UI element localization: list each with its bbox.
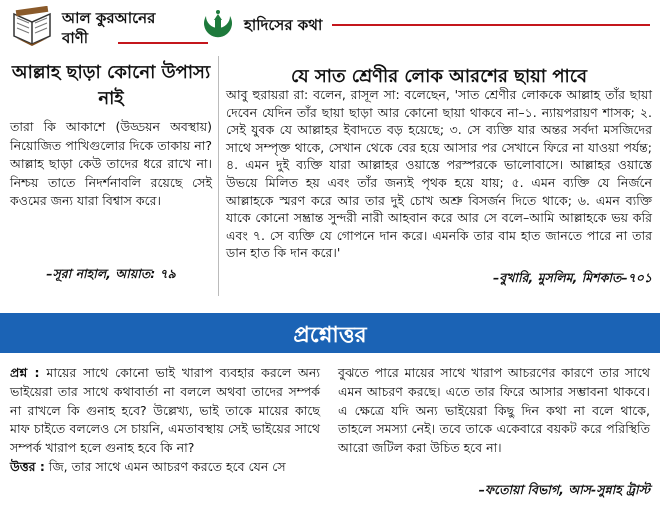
answer-text-part2: বুঝতে পারে মায়ের সাথে খারাপ আচরণের কারণে তার সাথে এমন আচরণ করছে। এতে তার ফিরে আসার সম্ভাবনা থাকবে। এ ক্ষেত্রে যদি অন্য ভাইয়েরা কিছু দিন কথা না বলে থাকে, তাহলে সমস্যা নেই। তবে তাকে একেবারে বয়কট করে পরিস্থিতি আরো জটিল করা উচিত হবে না। <box>338 365 650 456</box>
hadith-section-heading: হাদিসের কথা <box>244 16 323 34</box>
quran-heading-rule <box>118 42 208 44</box>
quran-book-icon <box>10 6 54 46</box>
qa-banner-title: প্রশ্নোত্তর <box>293 323 367 348</box>
answer-text-part1: জি, তার সাথে এমন আচরণ করতে হবে যেন সে <box>48 458 286 474</box>
hadith-heading-rule <box>332 24 650 26</box>
qa-source: –ফতোয়া বিভাগ, আস-সুন্নাহ ট্রাস্ট <box>478 482 650 497</box>
hadith-title: যে সাত শ্রেণীর লোক আরশের ছায়া পাবে <box>290 66 588 87</box>
answer-label: উত্তর : <box>10 458 45 474</box>
quran-verse-source: –সূরা নাহাল, আয়াত: ৭৯ <box>46 266 176 281</box>
hadith-source: –বুখারি, মুসলিম, মিশকাত–৭০১ <box>492 270 652 285</box>
column-divider <box>218 56 219 296</box>
hadith-emblem-icon <box>200 6 236 46</box>
quran-verse-text: তারা কি আকাশে (উড্ডয়ন অবস্থায়) নিয়োজিত পাখিগুলোর দিকে তাকায় না? আল্লাহ ছাড়া কেউ তাদের ধরে রাখে না। নিশ্চয় তাতে নিদর্শনাবলি রয়েছে সেই কওমের জন্য যারা বিশ্বাস করে। <box>10 119 212 208</box>
hadith-text: আবু হুরায়রা রা: বলেন, রাসূল সা: বলেছেন, 'সাত শ্রেণীর লোককে আল্লাহ তাঁর ছায়া দেবেন যেদিন তাঁর ছায়া ছাড়া আর কোনো ছায়া থাকবে না–১. ন্যায়পরায়ণ শাসক; ২. সেই যুবক যে আল্লাহর ইবাদতে বড় হয়েছে; ৩. সে ব্যক্তি যার অন্তর সর্বদা মসজিদের সাথে সম্পৃক্ত থাকে, সেখান থেকে বের হয়ে আসার পর সেখানে ফিরে না যাওয়া পর্যন্ত; ৪. এমন দুই ব্যক্তি যারা আল্লাহর ওয়াস্তে পরস্পরকে ভালোবাসে। আল্লাহর ওয়াস্তে উভয়ে মিলিত হয় এবং তাঁর জন্যই পৃথক হয়ে যায়; ৫. এমন ব্যক্তি যে নির্জনে আল্লাহকে স্মরণ করে আর তার দুই চোখ অশ্রু বিসর্জন দিতে থাকে; ৬. এমন ব্যক্তি যাকে কোনো সম্ভ্রান্ত সুন্দরী নারী আহবান করে আর সে বলে–আমি আল্লাহকে ভয় করি এবং ৭. সে ব্যক্তি যে গোপনে দান করে। এমনকি তার বাম হাত জানতে পারে না তার ডান হাত কি দান করে।' <box>226 87 652 261</box>
qa-left-column <box>10 364 320 477</box>
question-label: প্রশ্ন : <box>10 365 40 380</box>
quran-title: আল্লাহ ছাড়া কোনো উপাস্য নাই <box>11 62 211 109</box>
quran-section-heading: আল কুরআনের বাণী <box>62 9 156 47</box>
question-text: মায়ের সাথে কোনো ভাই খারাপ ব্যবহার করলে অন্য ভাইয়েরা তার সাথে কথাবার্তা না বললে অথবা তাদের সম্পর্ক না রাখলে কি গুনাহ হবে? উল্লেখ্য, ভাই তাকে মায়ের কাছে মাফ চাইতে বললেও সে চায়নি, এমতাবস্থায় সেই ভাইয়ের সাথে সম্পর্ক খারাপ হলে গুনাহ হবে কি না? <box>10 365 320 456</box>
